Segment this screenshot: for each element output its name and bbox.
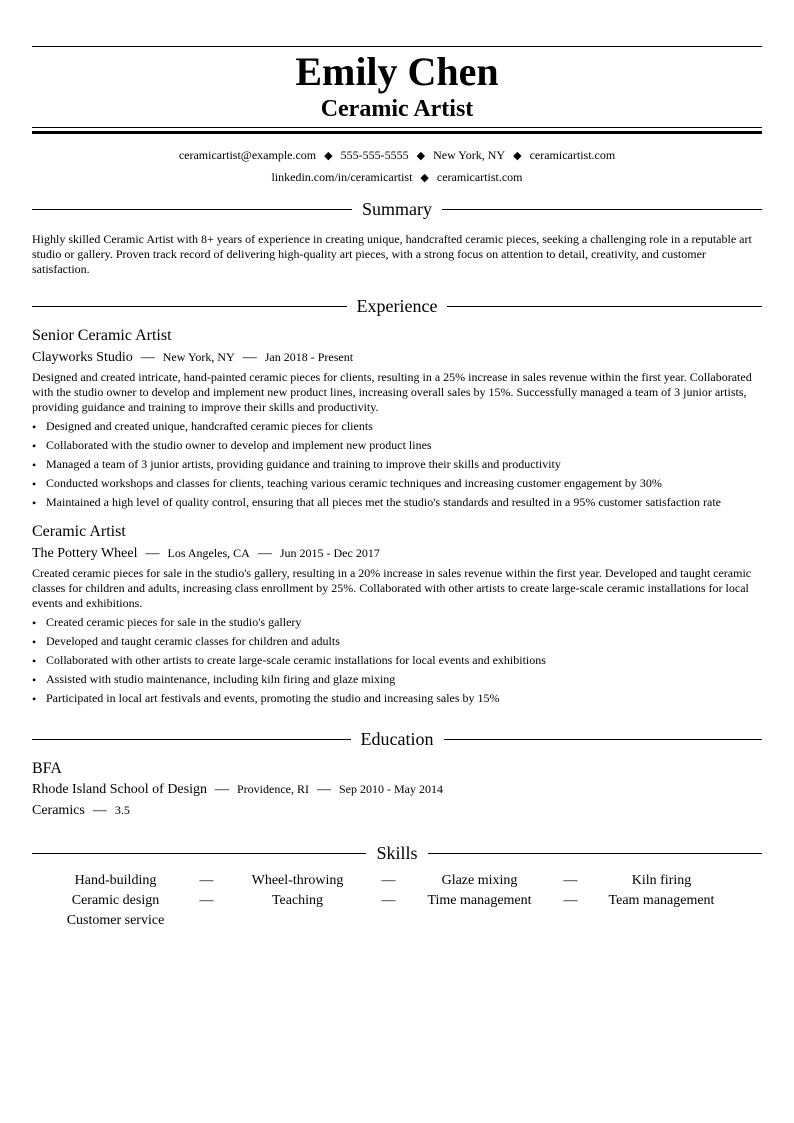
skill-item: Kiln firing: [631, 873, 692, 888]
list-item: • Developed and taught ceramic classes for children and adults: [32, 632, 762, 651]
top-rule: [32, 46, 762, 47]
contact-email: ceramicartist@example.com: [178, 148, 317, 162]
skill-separator: —: [199, 893, 214, 908]
education-school: Rhode Island School of Design: [32, 782, 207, 797]
skill-separator: —: [199, 873, 214, 888]
skill-item: Time management: [427, 893, 532, 908]
skill-item: Ceramic design: [71, 893, 160, 908]
education-gpa: 3.5: [114, 803, 130, 817]
contact-location: New York, NY: [433, 148, 506, 162]
skill-item: Teaching: [271, 893, 324, 908]
divider: [32, 306, 347, 307]
education-entry: [32, 759, 762, 821]
job-bullets: [32, 417, 762, 512]
job-bullets: [32, 613, 762, 708]
dash-separator: —: [92, 803, 107, 818]
separator-diamond-icon: ◆: [420, 172, 429, 184]
contact-line-2: [32, 167, 762, 189]
dash-separator: —: [214, 782, 229, 797]
list-item: • Conducted workshops and classes for clients, teaching various ceramic techniques and increasing customer engagement by 30%: [32, 474, 762, 493]
contact-line-1: [32, 145, 762, 167]
separator-diamond-icon: ◆: [324, 150, 333, 162]
skill-separator: —: [563, 873, 578, 888]
education-meta: [32, 779, 762, 800]
divider: [447, 306, 762, 307]
dash-separator: —: [242, 350, 257, 365]
skill-item: Customer service: [66, 913, 165, 928]
list-item: • Participated in local art festivals and events, promoting the studio and increasing sales by 15%: [32, 689, 762, 708]
dash-separator: —: [316, 782, 331, 797]
job-entry: [32, 522, 762, 708]
divider: [442, 209, 762, 210]
divider: [32, 739, 351, 740]
skill-separator: —: [381, 873, 396, 888]
education-section-heading: [32, 727, 762, 751]
candidate-name: Emily Chen: [295, 49, 499, 94]
job-dates: Jan 2018 - Present: [264, 350, 354, 364]
divider: [428, 853, 762, 854]
dash-separator: —: [257, 546, 272, 561]
experience-section-heading: [32, 294, 762, 318]
education-location: Providence, RI: [236, 782, 309, 796]
job-company: Clayworks Studio: [32, 350, 133, 365]
skill-separator: —: [563, 893, 578, 908]
contact-linkedin: linkedin.com/in/ceramicartist: [271, 170, 413, 184]
education-field-line: [32, 800, 762, 821]
candidate-title: Ceramic Artist: [320, 96, 474, 122]
divider: [444, 739, 763, 740]
skills-section-heading: [32, 841, 762, 865]
list-item: • Managed a team of 3 junior artists, providing guidance and training to improve their skills and productivity: [32, 455, 762, 474]
skills-grid: [32, 871, 762, 931]
experience-heading: Experience: [356, 296, 438, 316]
separator-diamond-icon: ◆: [513, 150, 522, 162]
list-item: • Created ceramic pieces for sale in the studio's gallery: [32, 613, 762, 632]
job-entry: [32, 326, 762, 512]
education-dates: Sep 2010 - May 2014: [338, 782, 443, 796]
job-description: Created ceramic pieces for sale in the studio's gallery, resulting in a 20% increase in sales revenue within the first year. Developed and taught ceramic classes for children and adults, increasing class enrollment by 25%. Collaborated with other artists to create large-scale ceramic installations for local events and exhibitions.: [32, 566, 752, 610]
list-item: • Maintained a high level of quality control, ensuring that all pieces met the studio's standards and resulted in a 95% customer satisfaction rate: [32, 493, 762, 512]
skill-item: Team management: [608, 893, 715, 908]
contact-website-2: ceramicartist.com: [436, 170, 523, 184]
job-meta: [32, 347, 762, 368]
skill-separator: —: [381, 893, 396, 908]
job-title: Ceramic Artist: [32, 523, 126, 540]
skills-heading: Skills: [376, 843, 418, 863]
dash-separator: —: [140, 350, 155, 365]
contact-phone: 555-555-5555: [340, 148, 409, 162]
contact-website: ceramicartist.com: [529, 148, 616, 162]
education-field: Ceramics: [32, 803, 85, 818]
education-heading: Education: [360, 729, 434, 749]
skill-item: Hand-building: [74, 873, 157, 888]
separator-diamond-icon: ◆: [416, 150, 426, 162]
education-degree: BFA: [32, 760, 62, 777]
divider: [32, 853, 366, 854]
list-item: • Designed and created unique, handcrafted ceramic pieces for clients: [32, 417, 762, 436]
summary-section-heading: [32, 197, 762, 221]
divider: [32, 209, 352, 210]
job-title: Senior Ceramic Artist: [32, 327, 172, 344]
list-item: • Assisted with studio maintenance, including kiln firing and glaze mixing: [32, 670, 762, 689]
job-location: New York, NY: [162, 350, 235, 364]
job-company: The Pottery Wheel: [32, 546, 138, 561]
job-meta: [32, 543, 762, 564]
job-location: Los Angeles, CA: [167, 546, 250, 560]
list-item: • Collaborated with the studio owner to develop and implement new product lines: [32, 436, 762, 455]
skill-item: Wheel-throwing: [251, 873, 344, 888]
job-description: Designed and created intricate, hand-painted ceramic pieces for clients, resulting in a 25% increase in sales revenue within the first year. Collaborated with the studio owner to develop and implement new product lines, increasing overall sales by 15%. Successfully managed a team of 3 junior artists, providing guidance and training to improve their skills and productivity.: [32, 370, 752, 414]
job-dates: Jun 2015 - Dec 2017: [279, 546, 380, 560]
resume-content: [32, 46, 762, 931]
summary-text: Highly skilled Ceramic Artist with 8+ years of experience in creating unique, handcrafted ceramic pieces, seeking a challenging role in a reputable art studio or gallery. Proven track record of delivering high-quality art pieces, with a strong focus on attention to detail, creativity, and customer satisfaction.: [32, 232, 752, 276]
skill-item: Glaze mixing: [441, 873, 518, 888]
header-double-rule: [32, 127, 762, 134]
dash-separator: —: [145, 546, 160, 561]
summary-heading: Summary: [362, 199, 432, 219]
list-item: • Collaborated with other artists to create large-scale ceramic installations for local events and exhibitions: [32, 651, 762, 670]
